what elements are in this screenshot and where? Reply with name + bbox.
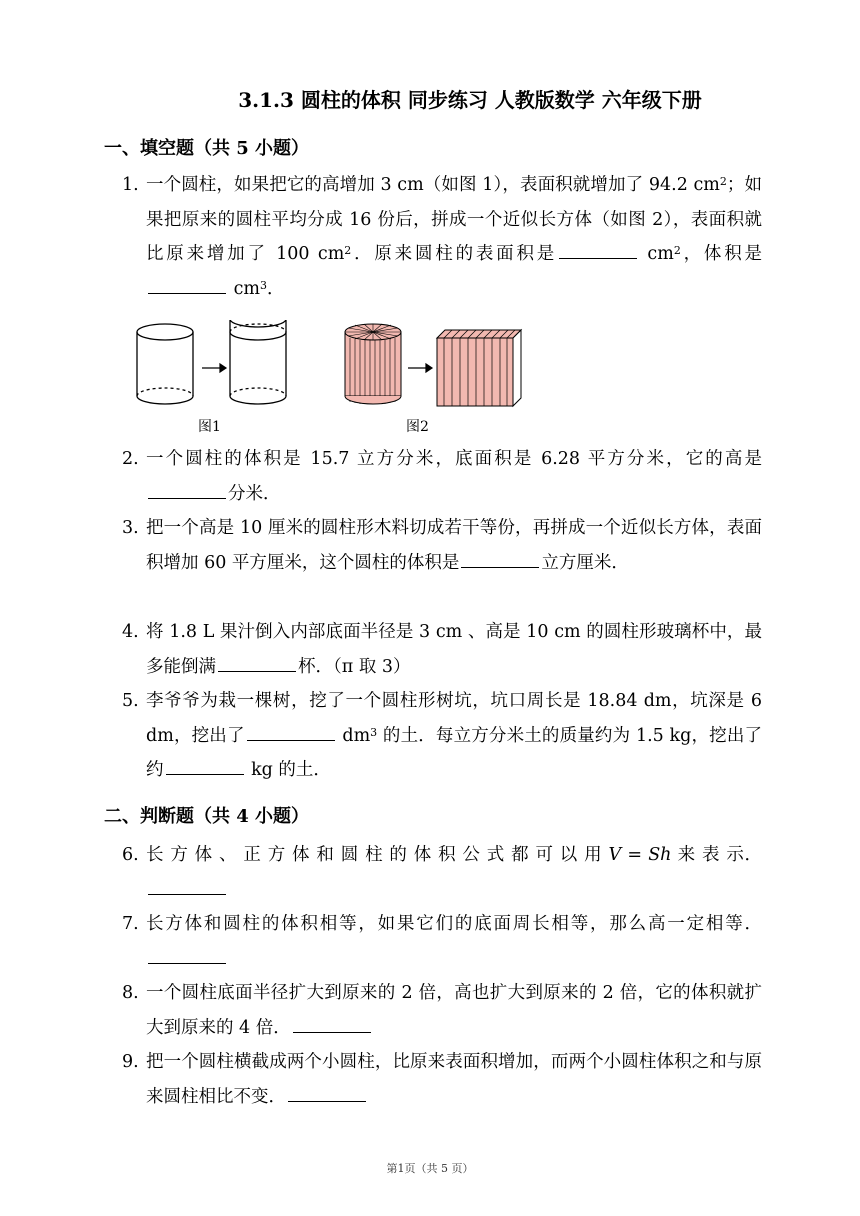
question-text: 把一个圆柱横截成两个小圆柱，比原来表面积增加，而两个小圆柱体积之和与原来圆柱相比不变． [146, 1052, 762, 1107]
question-text: dm [336, 725, 371, 746]
superscript: 2 [673, 244, 681, 257]
answer-blank[interactable] [293, 1012, 371, 1033]
question-number: 9. [122, 1052, 139, 1072]
answer-blank[interactable] [559, 238, 637, 259]
cuboid-rearranged [437, 330, 521, 406]
answer-blank[interactable] [148, 478, 226, 499]
question-text: 长方体和圆柱的体积相等，如果它们的底面周长相等，那么高一定相等． [146, 914, 762, 934]
section-heading-judge: 二、判断题（共 4 小题） [104, 806, 310, 827]
figure-caption-2: 图2 [406, 419, 429, 435]
page-footer: 第1页（共 5 页） [386, 1162, 474, 1175]
question-5 [122, 684, 762, 788]
question-text: 将 1.8 L 果汁倒入内部底面半径是 3 cm 、高是 10 cm 的圆柱形玻璃杯中，最多能倒满 [146, 622, 762, 677]
question-number: 2. [122, 449, 139, 469]
question-number: 1. [122, 175, 139, 195]
answer-blank[interactable] [166, 754, 244, 775]
question-text: 分米． [228, 483, 281, 504]
section-heading-fill: 一、填空题（共 5 小题） [104, 138, 310, 159]
formula: V = Sh [608, 845, 672, 865]
question-text: 长 方 体 、 正 方 体 和 圆 柱 的 体 积 公 式 都 可 以 用 [146, 845, 609, 865]
question-text: 杯．（π 取 3） [298, 656, 411, 677]
answer-blank[interactable] [247, 720, 335, 741]
cylinder-original [137, 324, 193, 404]
figure-drawing [136, 320, 536, 420]
question-9 [122, 1045, 762, 1114]
question-1 [122, 168, 762, 306]
question-text: 的土．每立方分米土的质量约为 1.5 kg，挖出了约 [146, 725, 763, 780]
question-text: kg 的土． [245, 760, 331, 780]
question-number: 4. [122, 622, 139, 642]
question-text: cm [639, 244, 674, 264]
question-text: 李爷爷为栽一棵树，挖了一个圆柱形树坑，坑口周长是 18.84 dm，坑深是 6 dm，挖出了 [146, 691, 762, 746]
question-8 [122, 976, 762, 1045]
question-number: 7. [122, 914, 139, 934]
question-text: ．原来圆柱的表面积是 [351, 244, 558, 264]
arrow-icon-2 [408, 364, 432, 372]
answer-blank[interactable] [288, 1081, 366, 1102]
page-title: 3.1.3 圆柱的体积 同步练习 人教版数学 六年级下册 [238, 88, 702, 112]
question-text: ；如果把原来的圆柱平均分成 16 份后，拼成一个近似长方体（如图 2），表面积就比原来增加了 100 cm [146, 175, 762, 264]
question-4 [122, 615, 762, 684]
answer-blank[interactable] [218, 651, 296, 672]
question-7 [122, 907, 762, 976]
answer-blank[interactable] [461, 547, 539, 568]
answer-blank[interactable] [148, 874, 226, 895]
question-text: 一个圆柱，如果把它的高增加 3 cm（如图 1），表面积就增加了 94.2 cm [146, 175, 720, 195]
figure-cylinders [136, 320, 536, 424]
question-text: 一个圆柱底面半径扩大到原来的 2 倍，高也扩大到原来的 2 倍，它的体积就扩大到原来的 4 倍． [146, 983, 762, 1038]
question-text: 一个圆柱的体积是 15.7 立方分米，底面积是 6.28 平方分米，它的高是 [146, 449, 762, 469]
superscript: 2 [344, 244, 352, 257]
question-number: 6. [122, 845, 139, 865]
question-2 [122, 442, 762, 511]
question-text: ． [266, 278, 285, 299]
question-text: 立方厘米． [541, 552, 629, 573]
question-text: 把一个高是 10 厘米的圆柱形木料切成若干等份，再拼成一个近似长方体，表面积增加 60 平方厘米，这个圆柱的体积是 [146, 518, 762, 573]
superscript: 2 [719, 175, 727, 188]
superscript: 3 [259, 278, 267, 292]
arrow-icon-1 [202, 364, 226, 372]
question-text: cm [228, 278, 260, 299]
question-number: 8. [122, 983, 139, 1003]
cylinder-sliced [345, 324, 401, 404]
figure-caption-1: 图1 [198, 419, 221, 435]
question-3 [122, 511, 762, 580]
answer-blank[interactable] [148, 273, 226, 294]
superscript: 3 [370, 725, 378, 739]
question-number: 5. [122, 691, 139, 711]
question-number: 3. [122, 518, 139, 538]
question-text: 来 表 示． [671, 845, 762, 865]
question-6 [122, 838, 762, 907]
answer-blank[interactable] [148, 943, 226, 964]
cylinder-taller [230, 320, 286, 404]
question-text: ，体积是 [680, 244, 763, 264]
